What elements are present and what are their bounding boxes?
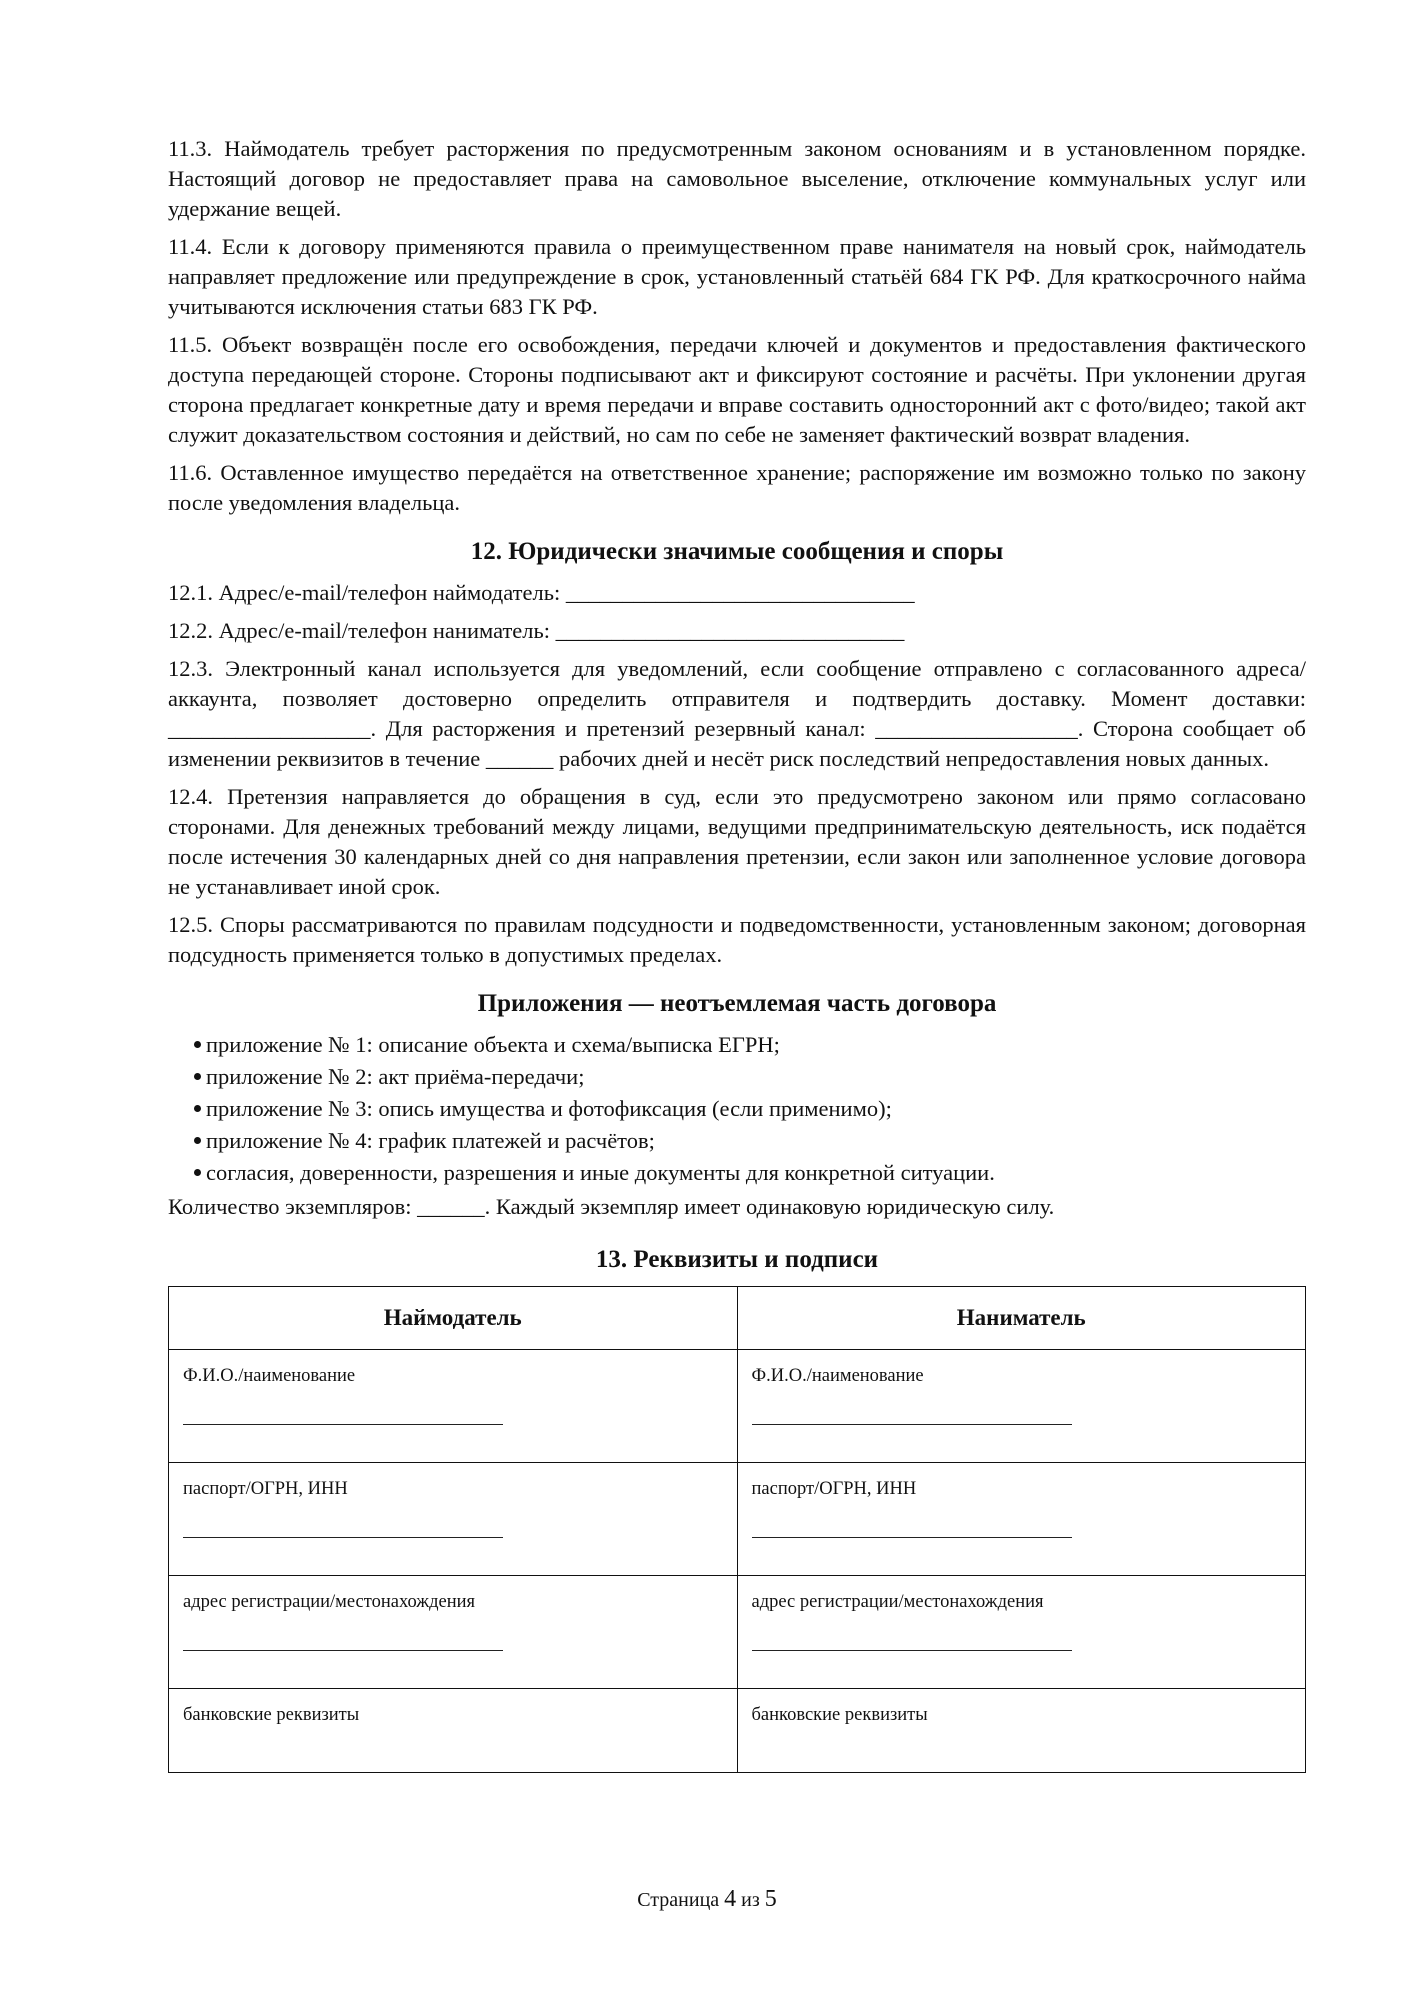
table-row <box>169 1463 1306 1576</box>
list-item: приложение № 2: акт приёма-передачи; <box>194 1062 1306 1092</box>
bullet-icon <box>194 1041 201 1048</box>
clause-12-4: 12.4. Претензия направляется до обращения в суд, если это предусмотрено законом или прямо согласовано сторонами. Для денежных требований между лицами, ведущими предпринимательскую деятельность, иск подаётся после истечения 30 календарных дней со дня направления претензии, если закон или заполненное условие договора не устанавливает иной срок. <box>168 784 1306 899</box>
page-label: Страница <box>637 1889 720 1911</box>
page-number: 4 <box>724 1886 737 1912</box>
copies-count: Количество экземпляров: ______. Каждый экземпляр имеет одинаковую юридическую силу. <box>168 1194 1055 1219</box>
table-row <box>169 1576 1306 1689</box>
fill-line <box>752 1650 1072 1651</box>
document-page <box>168 134 1306 1773</box>
landlord-address-cell[interactable]: адрес регистрации/местонахождения <box>169 1576 738 1689</box>
table-row <box>169 1350 1306 1463</box>
bullet-icon <box>194 1105 201 1112</box>
clause-11-6: 11.6. Оставленное имущество передаётся на ответственное хранение; распоряжение им возможно только по закону после уведомления владельца. <box>168 460 1306 515</box>
list-item: согласия, доверенности, разрешения и иные документы для конкретной ситуации. <box>194 1158 1306 1188</box>
clause-11-3: 11.3. Наймодатель требует расторжения по предусмотренным законом основаниям и в установленном порядке. Настоящий договор не предоставляет права на самовольное выселение, отключение коммунальных услуг или удержание вещей. <box>168 136 1306 221</box>
section-13-heading: 13. Реквизиты и подписи <box>595 1246 879 1273</box>
clause-11-4: 11.4. Если к договору применяются правила о преимущественном праве нанимателя на новый срок, наймодатель направляет предложение или предупреждение в срок, установленный статьёй 684 ГК РФ. Для краткосрочного найма учитываются исключения статьи 683 ГК РФ. <box>168 234 1306 319</box>
section-12-heading: 12. Юридически значимые сообщения и споры <box>470 538 1004 565</box>
landlord-column-header: Наймодатель <box>169 1287 738 1350</box>
list-item: приложение № 4: график платежей и расчётов; <box>194 1126 1306 1156</box>
tenant-passport-cell[interactable]: паспорт/ОГРН, ИНН <box>737 1463 1306 1576</box>
clause-12-5: 12.5. Споры рассматриваются по правилам подсудности и подведомственности, установленным законом; договорная подсудность применяется только в допустимых пределах. <box>168 912 1306 967</box>
fill-line <box>752 1537 1072 1538</box>
clause-12-2: 12.2. Адрес/e-mail/телефон наниматель: _______________________________ <box>168 618 905 643</box>
page-footer <box>0 1885 1414 1914</box>
fill-line <box>752 1424 1072 1425</box>
bullet-icon <box>194 1073 201 1080</box>
landlord-bank-cell[interactable]: банковские реквизиты <box>169 1689 738 1773</box>
tenant-column-header: Наниматель <box>737 1287 1306 1350</box>
table-row <box>169 1689 1306 1773</box>
page-separator: из <box>741 1889 760 1911</box>
bullet-icon <box>194 1169 201 1176</box>
page-total: 5 <box>764 1886 777 1912</box>
tenant-name-cell[interactable]: Ф.И.О./наименование <box>737 1350 1306 1463</box>
landlord-name-cell[interactable]: Ф.И.О./наименование <box>169 1350 738 1463</box>
tenant-bank-cell[interactable]: банковские реквизиты <box>737 1689 1306 1773</box>
fill-line <box>183 1537 503 1538</box>
table-header-row <box>169 1287 1306 1350</box>
tenant-address-cell[interactable]: адрес регистрации/местонахождения <box>737 1576 1306 1689</box>
clause-11-5: 11.5. Объект возвращён после его освобождения, передачи ключей и документов и предоставления фактического доступа передающей стороне. Стороны подписывают акт и фиксируют состояние и расчёты. При уклонении другая сторона предлагает конкретные дату и время передачи и вправе составить односторонний акт с фото/видео; такой акт служит доказательством состояния и действий, но сам по себе не заменяет фактический возврат владения. <box>168 332 1306 447</box>
clause-12-1: 12.1. Адрес/e-mail/телефон наймодатель: _______________________________ <box>168 580 915 605</box>
requisites-table <box>168 1286 1306 1773</box>
landlord-passport-cell[interactable]: паспорт/ОГРН, ИНН <box>169 1463 738 1576</box>
clause-12-3: 12.3. Электронный канал используется для уведомлений, если сообщение отправлено с согласованного адреса/аккаунта, позволяет достоверно определить отправителя и подтвердить доставку. Момент доставки: __________________. Для расторжения и претензий резервный канал: __________________. Сторона сообщает об изменении реквизитов в течение ______ рабочих дней и несёт риск последствий непредоставления новых данных. <box>168 656 1306 771</box>
appendices-list <box>168 1030 1306 1188</box>
bullet-icon <box>194 1137 201 1144</box>
appendices-heading: Приложения — неотъемлемая часть договора <box>477 990 997 1017</box>
fill-line <box>183 1650 503 1651</box>
list-item: приложение № 3: опись имущества и фотофиксация (если применимо); <box>194 1094 1306 1124</box>
list-item: приложение № 1: описание объекта и схема/выписка ЕГРН; <box>194 1030 1306 1060</box>
fill-line <box>183 1424 503 1425</box>
